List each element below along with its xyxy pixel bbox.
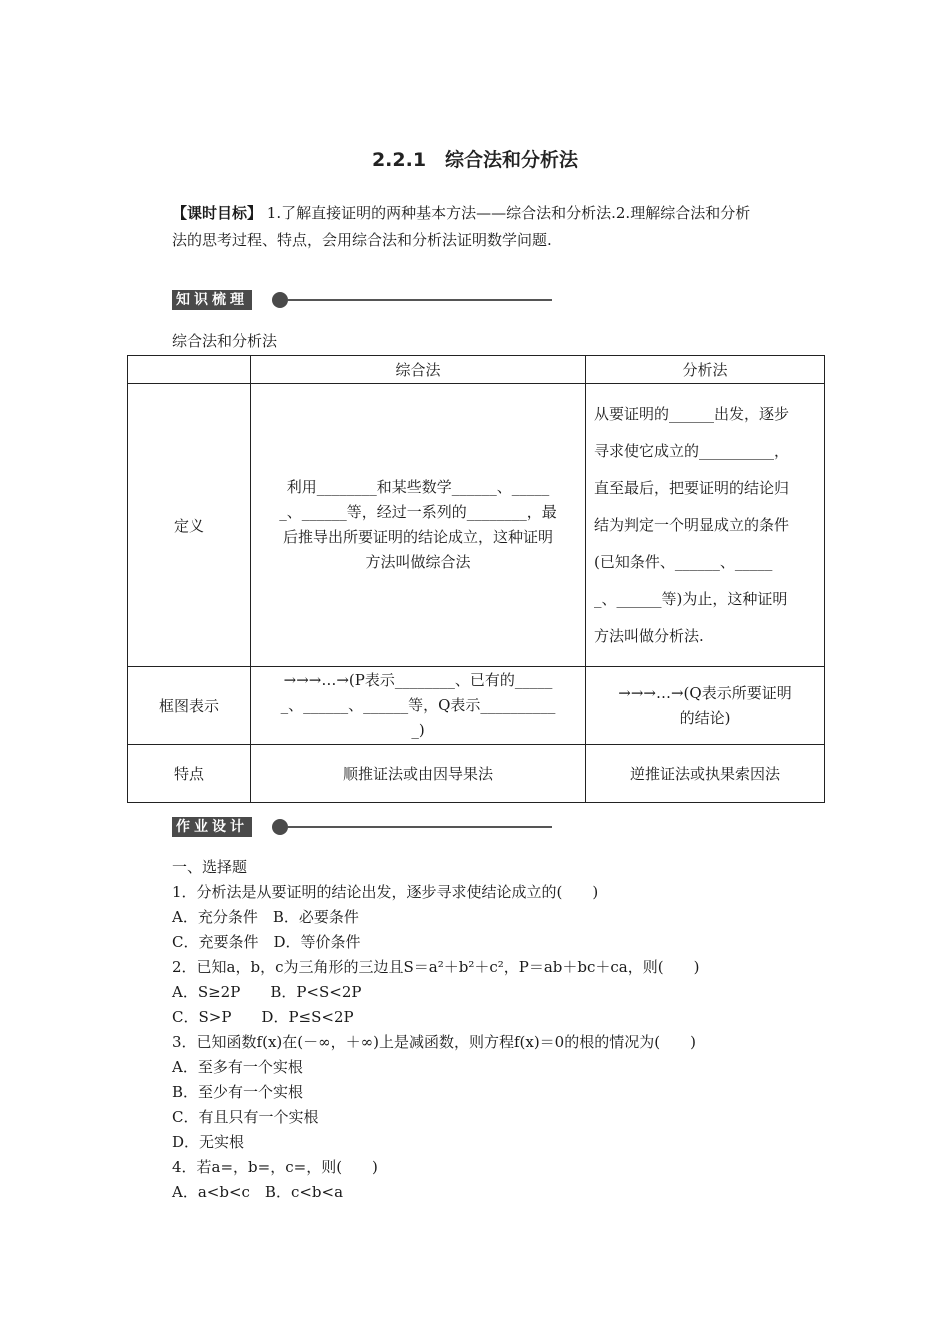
exercise-line: C．充要条件 D．等价条件: [172, 933, 361, 951]
cell-line: →→→…→(P表示________、已有的_____: [283, 671, 553, 689]
row-label: 框图表示: [128, 667, 251, 745]
exercise-line: A．a<b<c B．c<b<a: [172, 1183, 344, 1201]
cell-line: _、______、______等，Q表示__________: [280, 696, 556, 714]
cell-line: 的结论): [679, 708, 731, 727]
cell-line: 利用________和某些数学______、_____: [286, 478, 550, 496]
section-label: 知识梳理: [172, 290, 252, 310]
table-row-feature: [128, 745, 825, 803]
header-analysis: 分析法: [586, 356, 825, 384]
exercise-line: C．S>P D．P≤S<2P: [172, 1008, 354, 1026]
cell-line: 从要证明的______出发，逐步: [594, 404, 790, 423]
cell-line: _): [411, 721, 425, 739]
subheading: 综合法和分析法: [172, 332, 278, 350]
exercise-line: D．无实根: [172, 1133, 245, 1151]
exercise-line: 2．已知a，b，c为三角形的三边且S＝a²＋b²＋c²，P＝ab＋bc＋ca，则( ): [172, 958, 700, 976]
exercise-line: 一、选择题: [172, 858, 248, 876]
goal-line-2: 法的思考过程、特点，会用综合法和分析法证明数学问题.: [172, 231, 552, 249]
header-empty: [128, 356, 251, 384]
page-title: 2.2.1 综合法和分析法: [371, 149, 579, 171]
section-rule: [288, 299, 552, 301]
feature-synthesis: 顺推证法或由因导果法: [251, 745, 586, 803]
section-banner-homework: [172, 817, 552, 837]
table-row-definition: [128, 384, 825, 667]
header-synthesis: 综合法: [251, 356, 586, 384]
cell-line: _、______等)为止，这种证明: [594, 589, 788, 608]
exercise-line: 4．若a=，b=，c=，则( ): [172, 1158, 378, 1176]
exercise-line: 1．分析法是从要证明的结论出发，逐步寻求使结论成立的( ): [172, 883, 599, 901]
exercise-line: A．S≥2P B．P<S<2P: [172, 983, 362, 1001]
cell-line: 方法叫做分析法.: [594, 626, 704, 645]
exercise-line: B．至少有一个实根: [172, 1083, 304, 1101]
section-rule: [288, 826, 552, 828]
definition-synthesis: [251, 384, 586, 667]
bullet-dot-icon: [272, 819, 288, 835]
feature-analysis: 逆推证法或执果索因法: [586, 745, 825, 803]
row-label: 定义: [128, 384, 251, 667]
section-label: 作业设计: [172, 817, 252, 837]
row-label: 特点: [128, 745, 251, 803]
cell-line: 方法叫做综合法: [365, 553, 471, 571]
cell-line: 寻求使它成立的__________，: [594, 441, 790, 460]
cell-line: 直至最后，把要证明的结论归: [594, 478, 790, 497]
comparison-table: [127, 355, 825, 803]
exercise-line: A．充分条件 B．必要条件: [172, 908, 359, 926]
goal-line-1: 1.了解直接证明的两种基本方法——综合法和分析法.2.理解综合法和分析: [266, 204, 751, 222]
cell-line: 结为判定一个明显成立的条件: [594, 515, 790, 534]
cell-line: (已知条件、______、_____: [594, 552, 773, 571]
exercise-line: C．有且只有一个实根: [172, 1108, 319, 1126]
table-row-flowchart: [128, 667, 825, 745]
bullet-dot-icon: [272, 292, 288, 308]
goal-tag: 【课时目标】: [172, 204, 263, 222]
table-header-row: [128, 356, 825, 384]
section-banner-knowledge: [172, 290, 552, 310]
cell-line: _、______等，经过一系列的________，最: [279, 503, 557, 521]
definition-analysis: [586, 384, 825, 667]
lesson-goals: [172, 200, 812, 254]
cell-line: 后推导出所要证明的结论成立，这种证明: [282, 528, 553, 546]
flowchart-synthesis: [251, 667, 586, 745]
exercise-line: 3．已知函数f(x)在(－∞，＋∞)上是减函数，则方程f(x)＝0的根的情况为( ): [172, 1033, 696, 1051]
cell-line: →→→…→(Q表示所要证明: [618, 683, 792, 702]
flowchart-analysis: [586, 667, 825, 745]
exercise-line: A．至多有一个实根: [172, 1058, 303, 1076]
